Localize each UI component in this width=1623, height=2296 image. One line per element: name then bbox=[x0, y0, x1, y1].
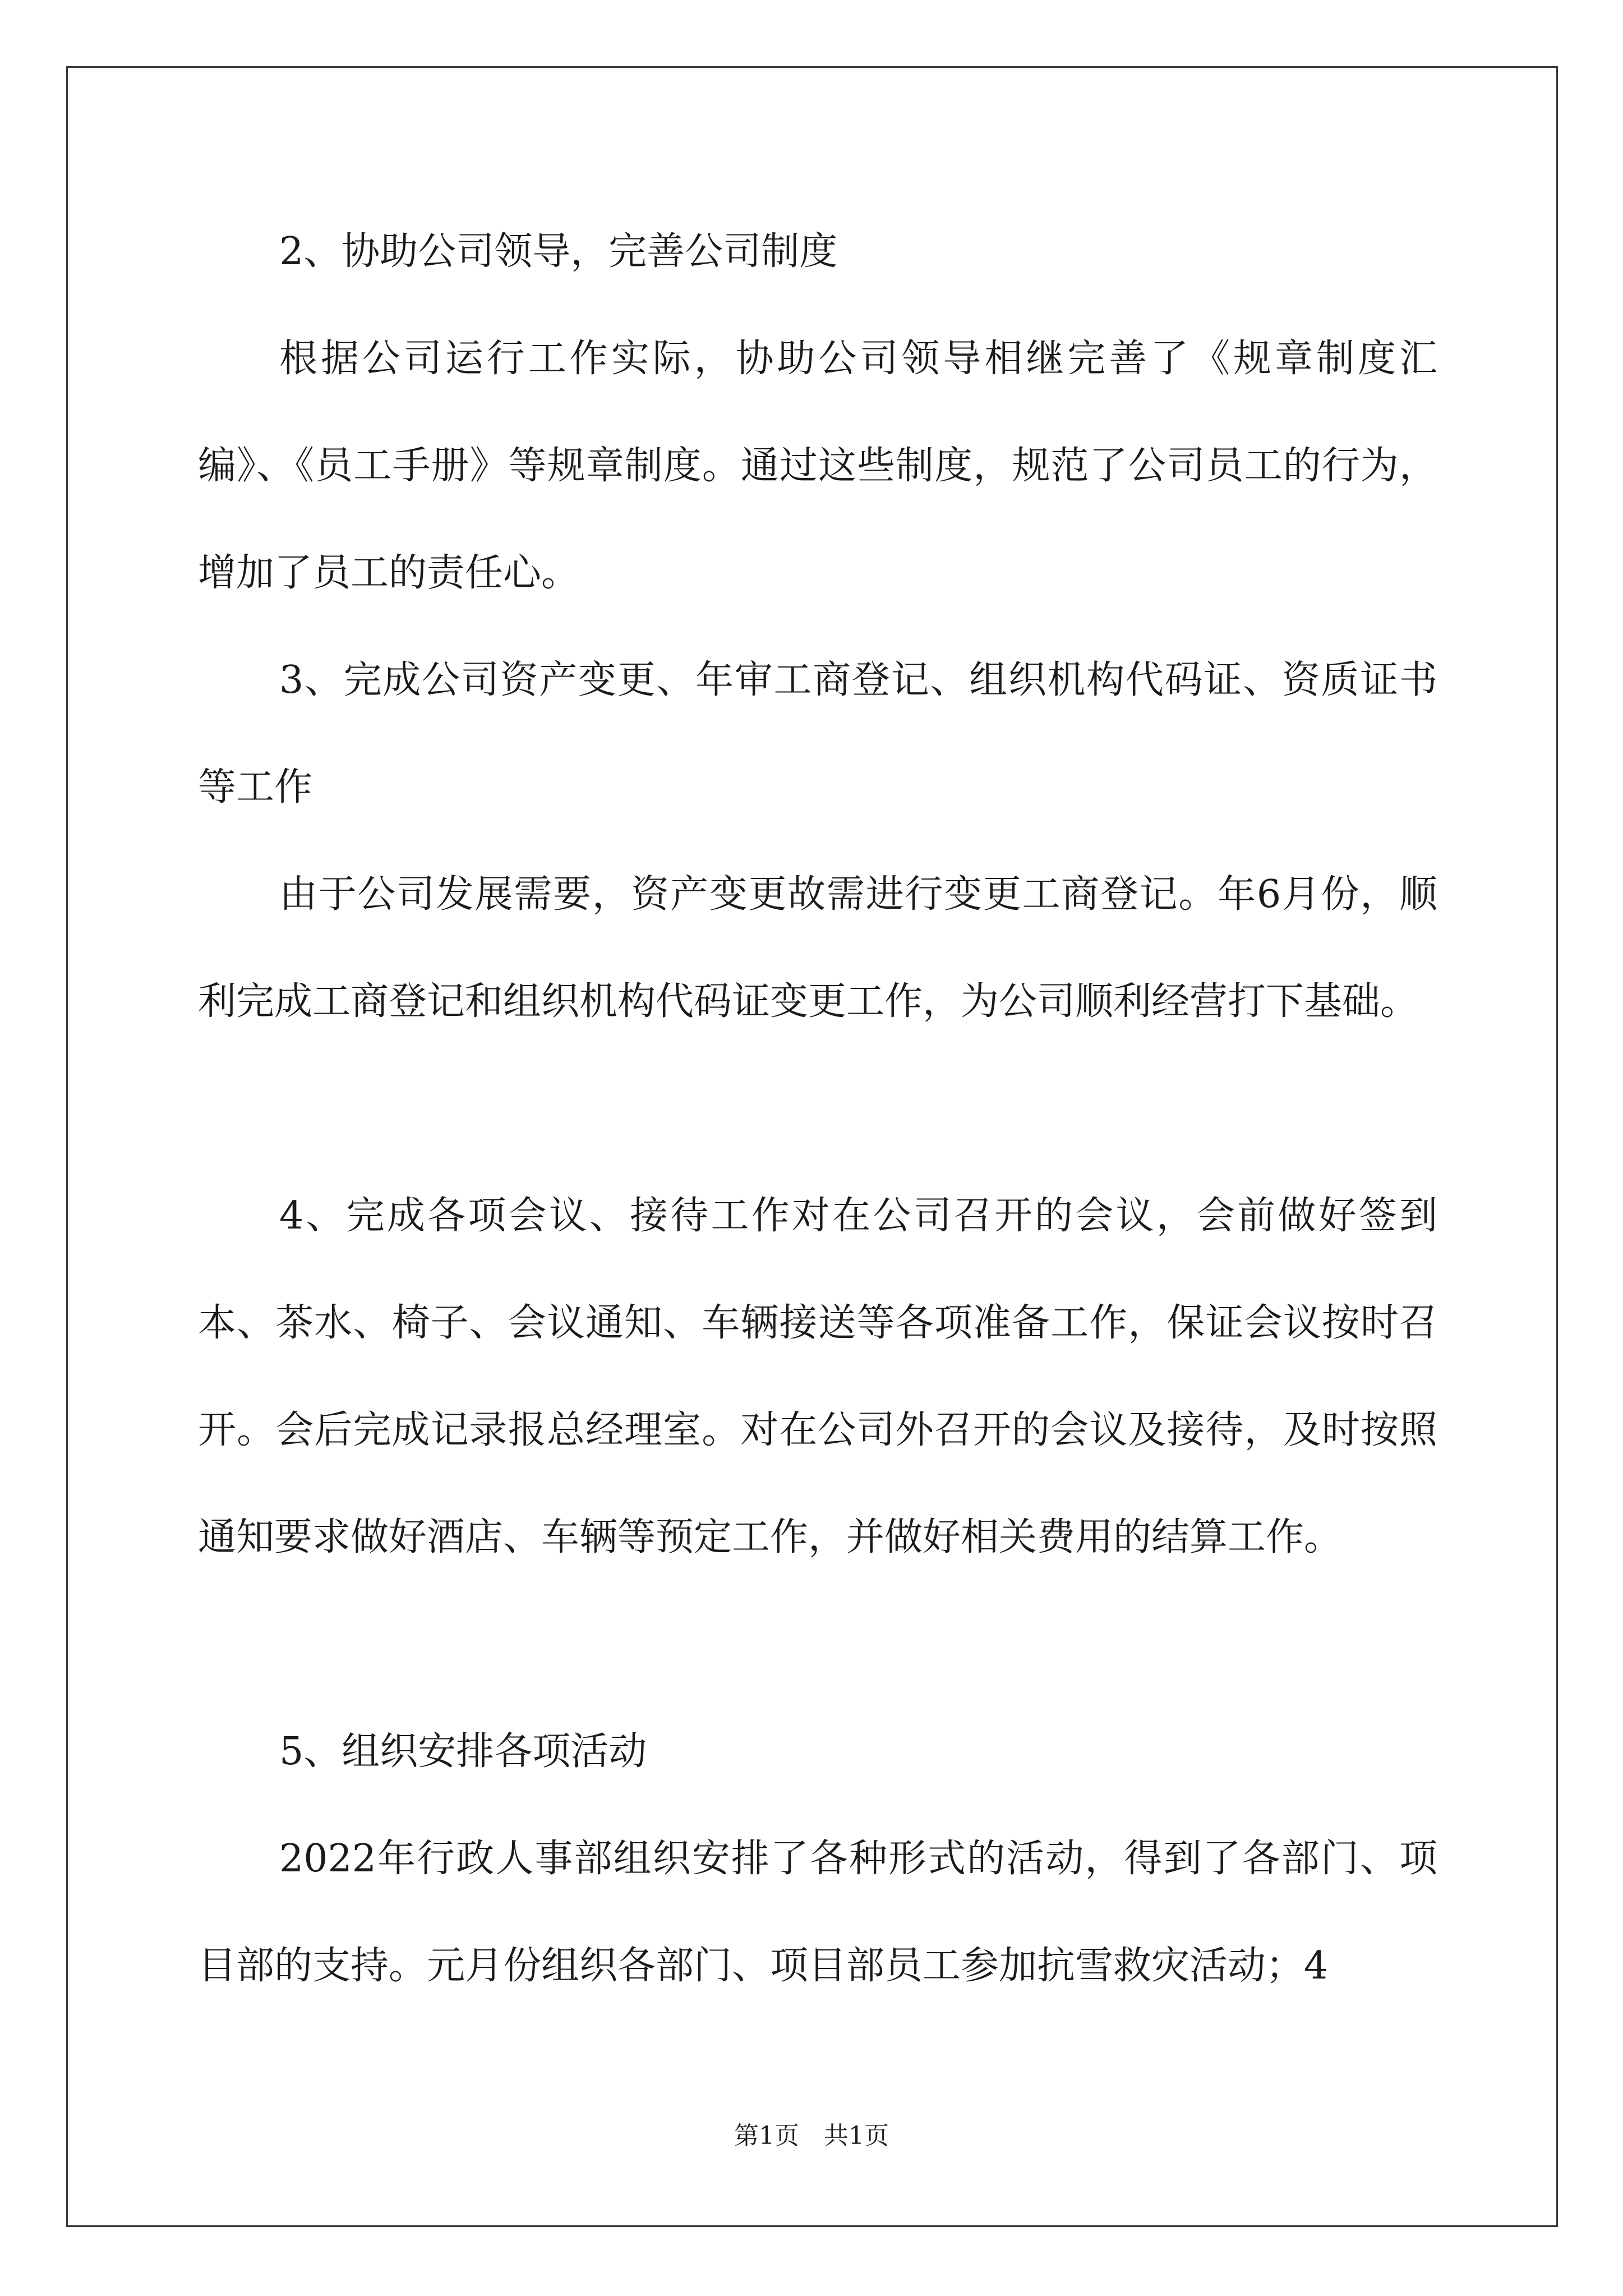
section-heading-3: 3、完成公司资产变更、年审工商登记、组织机构代码证、资质证书等工作 bbox=[198, 658, 1437, 809]
paragraph-5-body: 2022年行政人事部组织安排了各种形式的活动，得到了各部门、项目部的支持。元月份组织各部门、项目部员工参加抗雪救灾活动；4 bbox=[198, 1837, 1437, 1988]
paragraph-3-body: 由于公司发展需要，资产变更故需进行变更工商登记。年6月份，顺利完成工商登记和组织机构代码证变更工作，为公司顺利经营打下基础。 bbox=[198, 872, 1437, 1024]
section-heading-2: 2、协助公司领导，完善公司制度 bbox=[279, 229, 838, 274]
page-footer: 第1页 共1页 bbox=[734, 2122, 889, 2150]
paragraph-4-body: 4、完成各项会议、接待工作对在公司召开的会议，会前做好签到本、茶水、椅子、会议通知、车辆接送等各项准备工作，保证会议按时召开。会后完成记录报总经理室。对在公司外召开的会议及接待，及时按照通知要求做好酒店、车辆等预定工作，并做好相关费用的结算工作。 bbox=[198, 1194, 1437, 1559]
paragraph-2-body: 根据公司运行工作实际，协助公司领导相继完善了《规章制度汇编》、《员工手册》等规章制度。通过这些制度，规范了公司员工的行为，增加了员工的责任心。 bbox=[198, 337, 1437, 595]
section-heading-5: 5、组织安排各项活动 bbox=[279, 1729, 647, 1774]
